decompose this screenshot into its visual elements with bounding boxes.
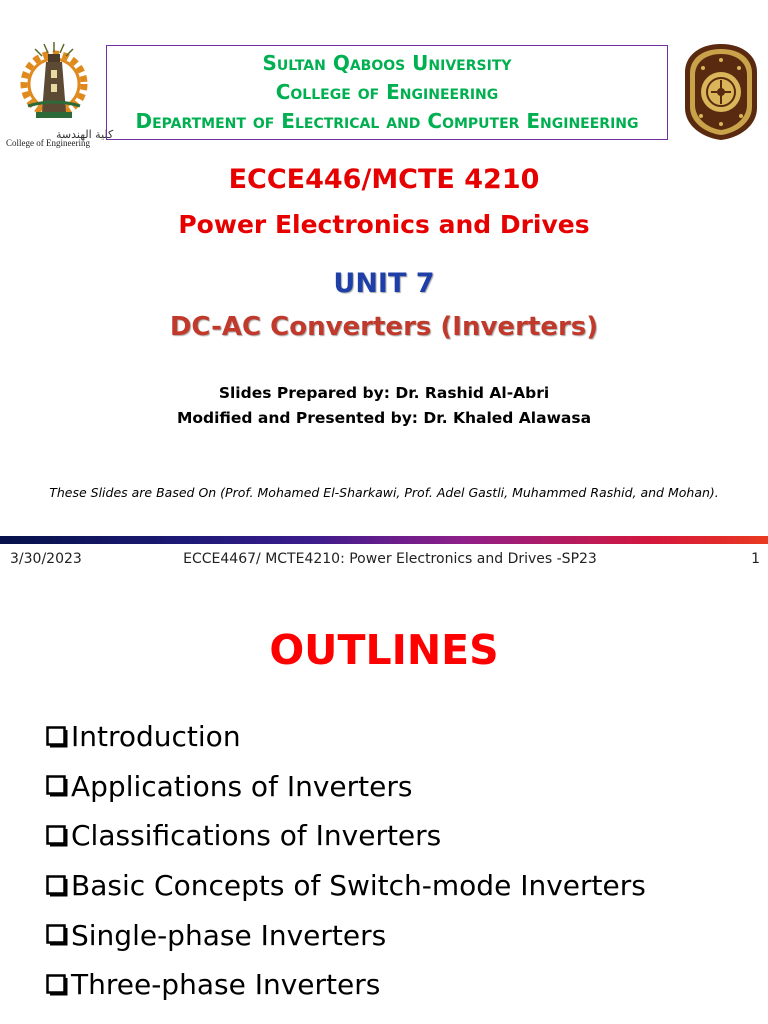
list-item bbox=[46, 762, 646, 812]
checkbox-icon bbox=[46, 974, 68, 996]
logo-arabic-text: كلية الهندسة bbox=[56, 128, 114, 141]
checkbox-icon bbox=[46, 924, 68, 946]
list-item bbox=[46, 910, 646, 960]
course-code: ECCE446/MCTE 4210 bbox=[228, 164, 540, 195]
unit-title: DC-AC Converters (Inverters) bbox=[169, 312, 599, 342]
gear-tower-icon bbox=[6, 40, 106, 132]
university-emblem bbox=[681, 42, 761, 142]
unit-label: UNIT 7 bbox=[333, 268, 435, 299]
outline-item-text: Single-phase Inverters bbox=[71, 918, 387, 952]
institution-box bbox=[106, 45, 668, 140]
checkbox-icon bbox=[46, 775, 68, 797]
checkbox-icon bbox=[46, 825, 68, 847]
footer-page-number: 1 bbox=[751, 551, 760, 567]
list-item bbox=[46, 811, 646, 861]
footer-course: ECCE4467/ MCTE4210: Power Electronics and Drives -SP23 bbox=[183, 551, 597, 567]
outline-item-text: Applications of Inverters bbox=[71, 769, 413, 803]
checkbox-icon bbox=[46, 875, 68, 897]
outline-item-text: Basic Concepts of Switch-mode Inverters bbox=[71, 869, 646, 903]
university-name: Sultan Qaboos University bbox=[262, 51, 512, 75]
logo-english-text: College of Engineering bbox=[6, 138, 90, 148]
course-name: Power Electronics and Drives bbox=[178, 210, 590, 239]
list-item bbox=[46, 712, 646, 762]
presented-by: Modified and Presented by: Dr. Khaled Alawasa bbox=[176, 409, 592, 427]
footer-date: 3/30/2023 bbox=[10, 551, 82, 567]
gradient-divider bbox=[0, 536, 768, 544]
list-item bbox=[46, 861, 646, 911]
outline-item-text: Classifications of Inverters bbox=[71, 819, 442, 853]
outline-title: OUTLINES bbox=[269, 626, 499, 674]
outline-list bbox=[46, 712, 646, 1010]
college-of-engineering-logo bbox=[6, 40, 114, 150]
list-item bbox=[46, 960, 646, 1010]
college-name: College of Engineering bbox=[275, 80, 499, 104]
department-name: Department of Electrical and Computer Engineering bbox=[135, 109, 639, 133]
prepared-by: Slides Prepared by: Dr. Rashid Al-Abri bbox=[218, 384, 550, 402]
outline-item-text: Introduction bbox=[71, 720, 241, 754]
checkbox-icon bbox=[46, 726, 68, 748]
outline-item-text: Three-phase Inverters bbox=[71, 968, 381, 1002]
based-on-note: These Slides are Based On (Prof. Mohamed El-Sharkawi, Prof. Adel Gastli, Muhammed Rashid, and Mohan). bbox=[49, 485, 719, 500]
university-emblem-icon bbox=[681, 42, 761, 142]
